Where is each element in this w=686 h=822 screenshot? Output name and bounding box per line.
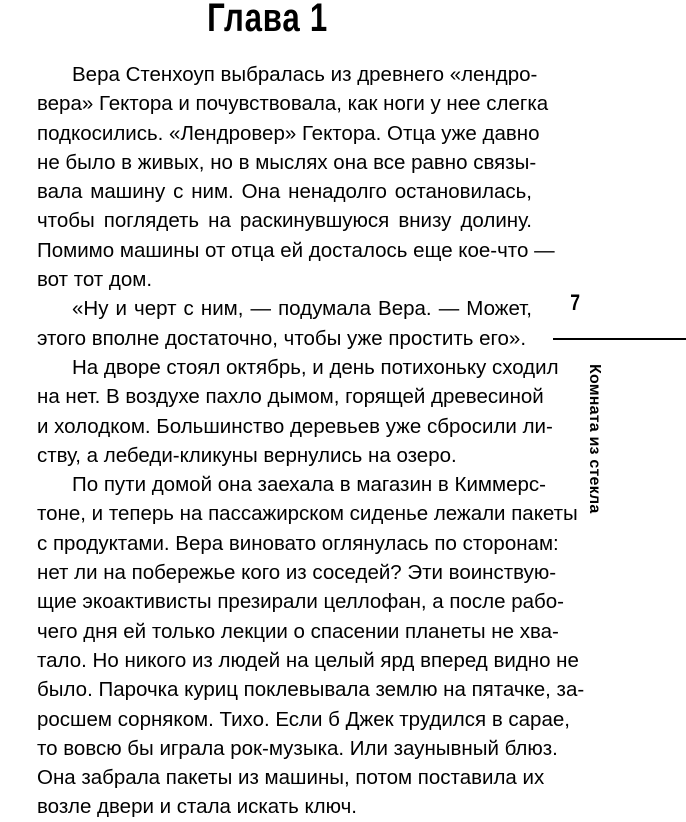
text-line: возле двери и стала искать ключ. [37, 795, 357, 819]
paragraph-3 [2, 353, 559, 470]
text-line: нет ли на побережье кого из соседей? Эти воинствую- [37, 561, 557, 585]
text-line: подкосились. «Лендровер» Гектора. Отца уже давно [37, 121, 540, 145]
text-line: тоне, и теперь на пассажирском сиденье лежали пакеты [37, 502, 578, 526]
text-line: Она забрала пакеты из машины, потом поставила их [37, 766, 545, 790]
text-line: и холодком. Большинство деревьев уже сбросили ли- [37, 414, 553, 438]
paragraph-1 [2, 60, 555, 294]
text-line: По пути домой она заехала в магазин в Киммерс- [72, 473, 546, 497]
text-line: не было в живых, но в мыслях она все равно связы- [37, 150, 537, 174]
page-number: 7 [570, 290, 581, 315]
chapter-title: Глава 1 [207, 0, 329, 40]
paragraph-2 [2, 294, 532, 353]
margin-rule [553, 338, 686, 340]
text-line: с продуктами. Вера виновато оглянулась по сторонам: [37, 531, 559, 555]
text-line: Помимо машины от отца ей досталось еще кое-что — [37, 238, 555, 262]
text-line: чего дня ей только лекции о спасении планеты не хва- [37, 619, 559, 643]
text-line: чтобы поглядеть на раскинувшуюся внизу долину. [37, 209, 532, 233]
text-line: Вера Стенхоуп выбралась из древнего «лендро- [72, 63, 538, 86]
text-line: вера» Гектора и почувствовала, как ноги у нее слегка [37, 92, 549, 116]
text-line: тало. Но никого из людей на целый ярд вперед видно не [37, 648, 579, 672]
text-line: вала машину с ним. Она ненадолго остановилась, [37, 180, 532, 204]
text-line: росшем сорняком. Тихо. Если б Джек трудился в сарае, [37, 707, 570, 731]
text-line: «Ну и черт с ним, — подумала Вера. — Может, [72, 297, 532, 321]
text-line: щие экоактивисты презирали целлофан, а после рабо- [37, 590, 564, 614]
text-line: на нет. В воздухе пахло дымом, горящей древесиной [37, 385, 544, 409]
text-line: ству, а лебеди-кликуны вернулись на озеро. [37, 443, 457, 467]
text-line: этого вполне достаточно, чтобы уже простить его». [37, 326, 527, 350]
text-line: то вовсю бы играла рок-музыка. Или заунывный блюз. [37, 736, 558, 760]
paragraph-4 [2, 470, 585, 822]
running-head: Комната из стекла [586, 364, 603, 514]
body-text [2, 60, 585, 822]
text-line: вот тот дом. [37, 268, 153, 292]
text-line: На дворе стоял октябрь, и день потихоньку сходил [72, 355, 559, 379]
text-line: было. Парочка куриц поклевывала землю на пятачке, за- [37, 678, 585, 702]
